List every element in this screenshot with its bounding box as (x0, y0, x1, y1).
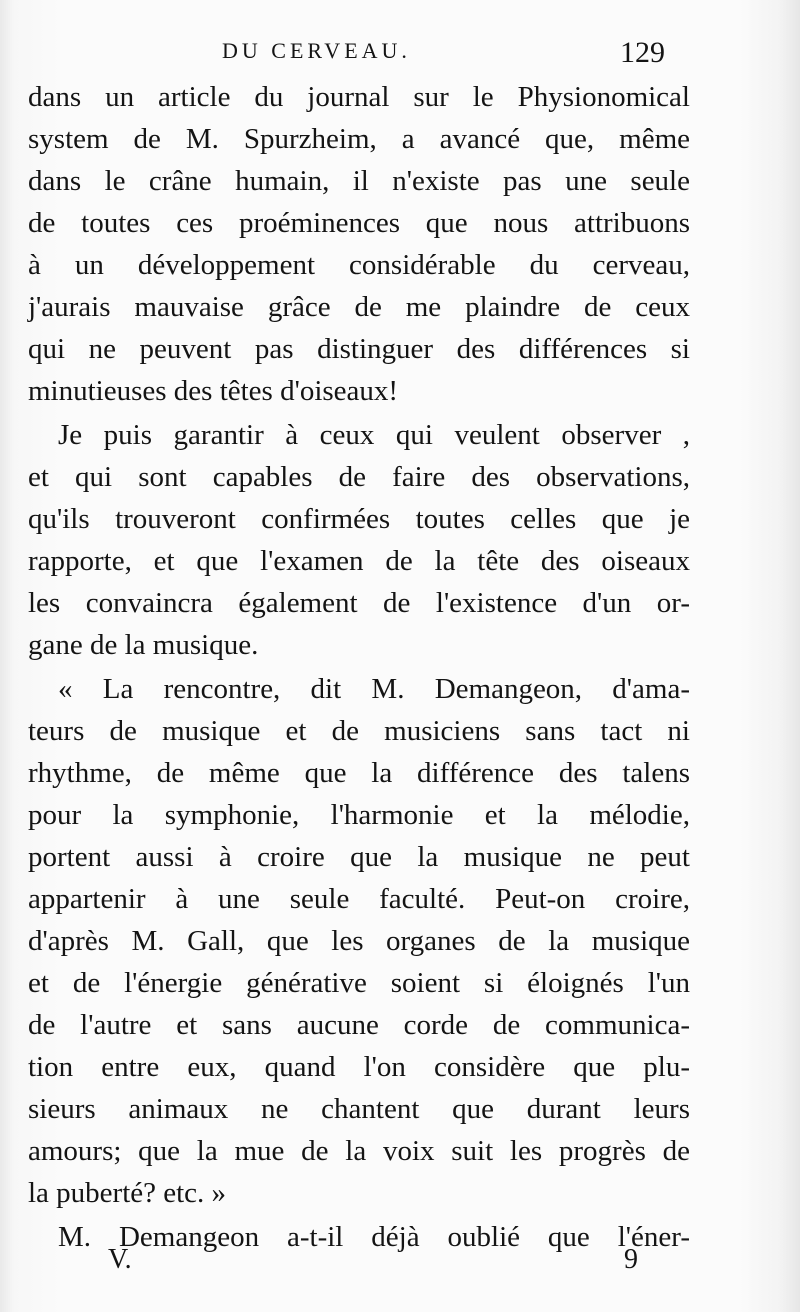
text-line: les convaincra également de l'existence d'un or- (28, 587, 690, 619)
text-line: tion entre eux, quand l'on considère que plu- (28, 1051, 690, 1083)
page-footer (0, 1244, 800, 1288)
text-line: teurs de musique et de musiciens sans tact ni (28, 715, 690, 747)
text-line: qui ne peuvent pas distinguer des différences si (28, 333, 690, 365)
text-line: sieurs animaux ne chantent que durant leurs (28, 1093, 690, 1125)
text-line: rhythme, de même que la différence des talens (28, 757, 690, 789)
body-text (28, 76, 690, 1258)
page-number: 129 (620, 36, 665, 69)
text-line: dans un article du journal sur le Physionomical (28, 81, 690, 113)
paragraph-1 (28, 76, 690, 412)
text-line: « La rencontre, dit M. Demangeon, d'ama- (58, 673, 690, 705)
text-line: gane de la musique. (28, 629, 259, 661)
text-line: qu'ils trouveront confirmées toutes celles que je (28, 503, 690, 535)
text-line: j'aurais mauvaise grâce de me plaindre de ceux (28, 291, 690, 323)
sheet-number: 9 (624, 1244, 638, 1275)
text-line: M. Demangeon a-t-il déjà oublié que l'éner- (58, 1221, 690, 1253)
text-line: rapporte, et que l'examen de la tête des oiseaux (28, 545, 690, 577)
running-head (0, 36, 800, 76)
paragraph-2 (28, 414, 690, 666)
text-line: portent aussi à croire que la musique ne peut (28, 841, 690, 873)
text-line: d'après M. Gall, que les organes de la musique (28, 925, 690, 957)
text-line: Je puis garantir à ceux qui veulent observer , (58, 419, 690, 451)
text-line: à un développement considérable du cerveau, (28, 249, 690, 281)
text-line: pour la symphonie, l'harmonie et la mélodie, (28, 799, 690, 831)
text-line: system de M. Spurzheim, a avancé que, même (28, 123, 690, 155)
text-line: la puberté? etc. » (28, 1177, 227, 1209)
signature-mark: V. (108, 1244, 132, 1275)
text-line: de l'autre et sans aucune corde de communica- (28, 1009, 690, 1041)
text-line: minutieuses des têtes d'oiseaux! (28, 375, 399, 407)
text-line: amours; que la mue de la voix suit les progrès de (28, 1135, 690, 1167)
running-title: DU CERVEAU. (222, 38, 411, 63)
text-line: de toutes ces proéminences que nous attribuons (28, 207, 690, 239)
text-line: appartenir à une seule faculté. Peut-on croire, (28, 883, 690, 915)
text-line: dans le crâne humain, il n'existe pas une seule (28, 165, 690, 197)
text-line: et de l'énergie générative soient si éloignés l'un (28, 967, 690, 999)
text-line: et qui sont capables de faire des observations, (28, 461, 690, 493)
paragraph-3-quotation (28, 668, 690, 1214)
